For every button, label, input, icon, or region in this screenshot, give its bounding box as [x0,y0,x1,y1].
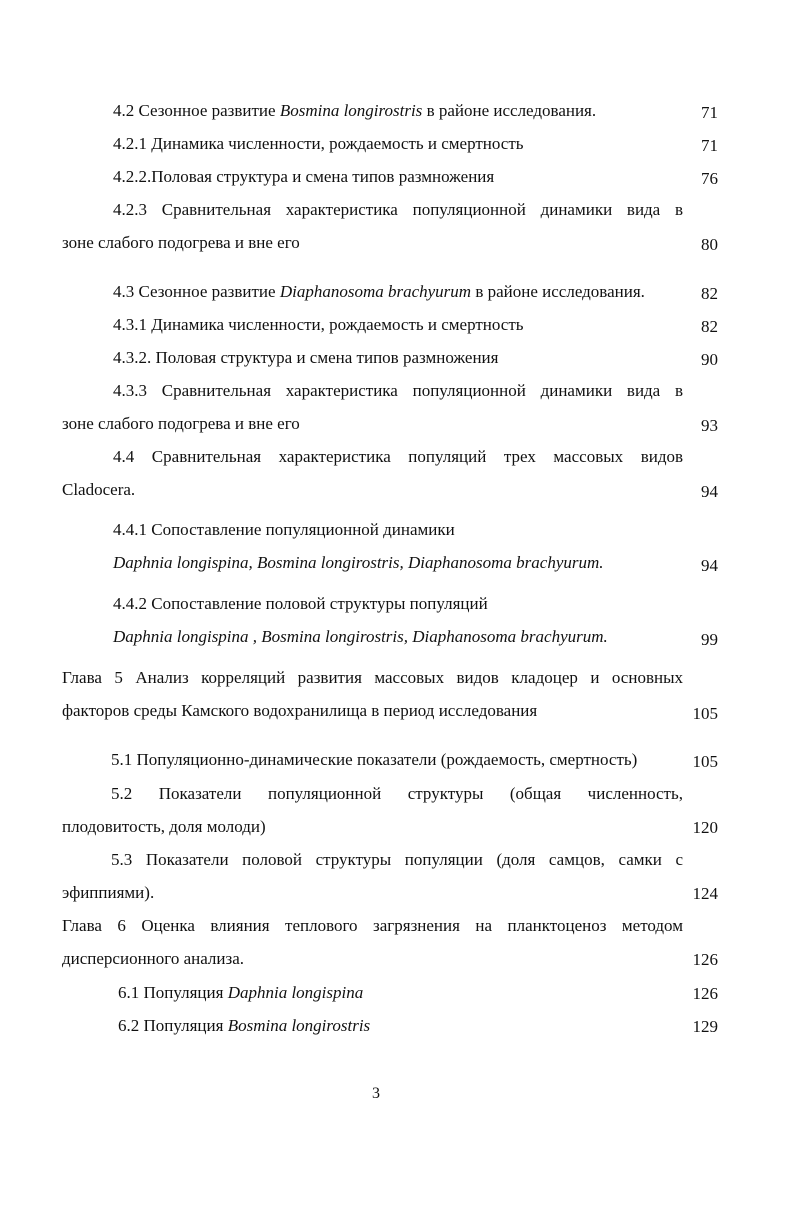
toc-page-number: 126 [692,984,718,1003]
toc-page-number: 126 [692,950,718,969]
toc-entry-4-3-2: 4.3.2. Половая структура и смена типов размножения [113,348,499,367]
toc-entry-4-4-line1: 4.4 Сравнительная характеристика популяций трех массовых видов [113,447,683,466]
toc-page-number: 80 [701,235,718,254]
toc-page-number: 71 [701,103,718,122]
toc-page-number: 129 [692,1017,718,1036]
toc-page-number: 105 [692,704,718,723]
toc-entry-4-4-2-line1: 4.4.2 Сопоставление половой структуры популяций [113,594,488,613]
toc-entry-4-2-2: 4.2.2.Половая структура и смена типов размножения [113,167,495,186]
toc-entry-4-3-3-line2: зоне слабого подогрева и вне его [62,414,300,433]
toc-page-number: 94 [701,556,718,575]
toc-page-number: 120 [692,818,718,837]
toc-chapter-5-line1: Глава 5 Анализ корреляций развития массовых видов кладоцер и основных [62,668,683,687]
toc-page-number: 105 [692,752,718,771]
toc-entry-5-2-line1: 5.2 Показатели популяционной структуры (общая численность, [111,784,683,803]
toc-page-number: 94 [701,482,718,501]
toc-page-number: 93 [701,416,718,435]
toc-page-number: 82 [701,317,718,336]
toc-entry-5-3-line1: 5.3 Показатели половой структуры популяции (доля самцов, самки с [111,850,683,869]
toc-entry-6-1: 6.1 Популяция Daphnia longispina [118,983,364,1002]
toc-entry-4-2-3-line1: 4.2.3 Сравнительная характеристика популяционной динамики вида в [113,200,683,219]
toc-entry-4-3-3-line1: 4.3.3 Сравнительная характеристика популяционной динамики вида в [113,381,683,400]
toc-chapter-6-line1: Глава 6 Оценка влияния теплового загрязнения на планктоценоз методом [62,916,683,935]
page-number: 3 [372,1085,380,1102]
toc-entry-4-4-2-line2: Daphnia longispina , Bosmina longirostris, Diaphanosoma brachyurum. [113,627,608,646]
toc-entry-5-1: 5.1 Популяционно-динамические показатели (рождаемость, смертность) [111,750,638,769]
toc-page-number: 71 [701,136,718,155]
toc-entry-4-4-1-line2: Daphnia longispina, Bosmina longirostris, Diaphanosoma brachyurum. [113,553,604,572]
toc-entry-5-3-line2: эфиппиями). [62,883,155,902]
toc-entry-4-4-1-line1: 4.4.1 Сопоставление популяционной динамики [113,520,455,539]
toc-page-number: 99 [701,630,718,649]
toc-page-number: 76 [701,169,718,188]
toc-entry-4-3: 4.3 Сезонное развитие Diaphanosoma brachyurum в районе исследования. [113,282,645,301]
toc-entry-4-2: 4.2 Сезонное развитие Bosmina longirostris в районе исследования. [113,101,597,120]
toc-page-number: 124 [692,884,718,903]
toc-entry-4-4-line2: Cladocera. [62,480,136,499]
toc-chapter-5-line2: факторов среды Камского водохранилища в период исследования [62,701,538,720]
toc-entry-4-3-1: 4.3.1 Динамика численности, рождаемость и смертность [113,315,524,334]
toc-chapter-6-line2: дисперсионного анализа. [62,949,245,968]
toc-entry-4-2-1: 4.2.1 Динамика численности, рождаемость и смертность [113,134,524,153]
toc-page-number: 90 [701,350,718,369]
toc-entry-4-2-3-line2: зоне слабого подогрева и вне его [62,233,300,252]
toc-entry-5-2-line2: плодовитость, доля молоди) [62,817,266,836]
toc-entry-6-2: 6.2 Популяция Bosmina longirostris [118,1016,371,1035]
toc-page-number: 82 [701,284,718,303]
